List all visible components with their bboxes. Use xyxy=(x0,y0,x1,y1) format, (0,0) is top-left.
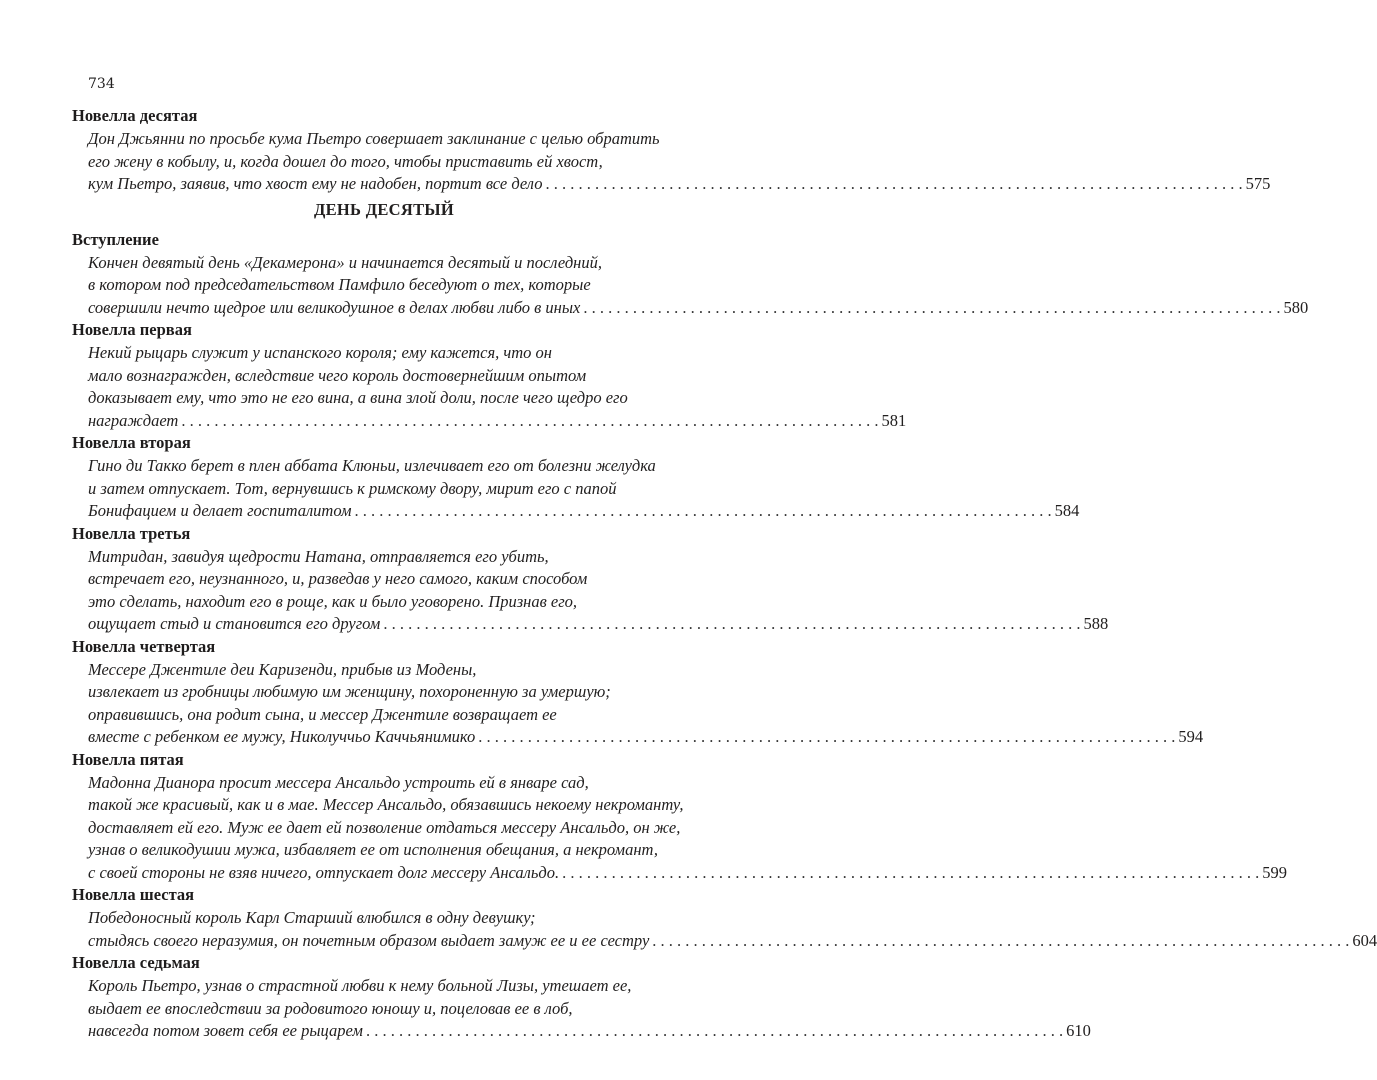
entry-description-line: доказывает ему, что это не его вина, а вина злой доли, после чего щедро его xyxy=(88,388,628,407)
entry-last-line xyxy=(72,1020,1091,1043)
toc-entry xyxy=(72,749,1287,885)
entry-description-line: Мадонна Дианора просит мессера Ансальдо устроить ей в январе сад, xyxy=(88,772,589,792)
entry-title: Новелла шестая xyxy=(72,885,195,904)
entry-description-line: встречает его, неузнанного, и, разведав у него самого, каким способом xyxy=(88,569,588,588)
entry-description-line: выдает ее впоследствии за родовитого юношу и, поцеловав ее в лоб, xyxy=(88,998,573,1018)
entry-page-number: 588 xyxy=(1083,614,1109,633)
entry-description-line: мало вознагражден, вследствие чего король достовернейшим опытом xyxy=(88,365,587,385)
entry-description-line: ощущает стыд и становится его другом xyxy=(88,614,381,633)
entry-last-line xyxy=(72,930,1377,953)
dot-leader: . . . . . . . . . . . . . . . . . . . . . . . . . . . . . . . . . . . . . . . . . . . . . . . . . . . . . . . . . . . . . . . . . . . . . . . . . . . . . . . . . . . . . xyxy=(181,410,879,430)
entry-page-number: 580 xyxy=(1283,297,1309,317)
entry-description-line: кум Пьетро, заявив, что хвост ему не надобен, портит все дело xyxy=(88,174,543,193)
entry-title: Новелла пятая xyxy=(72,749,184,769)
entry-description-line: такой же красивый, как и в мае. Мессер Ансальдо, обязавшись некоему некроманту, xyxy=(88,795,684,814)
toc-section-day-nine-end xyxy=(72,105,1271,196)
entry-description-line: в котором под председательством Памфило беседуют о тех, которые xyxy=(88,275,591,294)
entry-description-line: стыдясь своего неразумия, он почетным образом выдает замуж ее и ее сестру xyxy=(88,930,650,950)
entry-description-line: его жену в кобылу, и, когда дошел до того, чтобы приставить ей хвост, xyxy=(88,151,603,171)
toc-entry xyxy=(72,105,1271,196)
entry-title: Новелла четвертая xyxy=(72,636,216,656)
dot-leader: . . . . . . . . . . . . . . . . . . . . . . . . . . . . . . . . . . . . . . . . . . . . . . . . . . . . . . . . . . . . . . . . . . . . . . . . . . . . . . . . . . . . . xyxy=(354,501,1052,520)
entry-description-line: Гино ди Такко берет в плен аббата Клюньи, излечивает его от болезни желудка xyxy=(88,456,656,475)
entry-last-line xyxy=(72,297,1309,320)
entry-page-number: 584 xyxy=(1054,501,1080,520)
day-heading: ДЕНЬ ДЕСЯТЫЙ xyxy=(313,199,455,219)
entry-last-line xyxy=(72,862,1287,885)
dot-leader: . . . . . . . . . . . . . . . . . . . . . . . . . . . . . . . . . . . . . . . . . . . . . . . . . . . . . . . . . . . . . . . . . . . . . . . . . . . . . . . . . . . . . xyxy=(562,862,1260,882)
entry-description-line: доставляет ей его. Муж ее дает ей позволение отдаться мессеру Ансальдо, он же, xyxy=(88,817,681,837)
dot-leader: . . . . . . . . . . . . . . . . . . . . . . . . . . . . . . . . . . . . . . . . . . . . . . . . . . . . . . . . . . . . . . . . . . . . . . . . . . . . . . . . . . . . . xyxy=(545,174,1243,193)
toc-entry xyxy=(72,523,1109,636)
entry-last-line xyxy=(72,613,1109,636)
entry-description-line: Митридан, завидуя щедрости Натана, отправляется его убить, xyxy=(88,546,549,566)
entry-page-number: 594 xyxy=(1178,727,1204,746)
entry-description-line: это сделать, находит его в роще, как и было уговорено. Признав его, xyxy=(88,591,578,611)
toc-section-day-ten xyxy=(72,229,1377,1043)
toc-entry xyxy=(72,636,1204,749)
entry-description-line: Кончен девятый день «Декамерона» и начинается десятый и последний, xyxy=(88,252,602,272)
entry-last-line xyxy=(72,173,1271,196)
toc-entry xyxy=(72,229,1309,320)
entry-title: Новелла вторая xyxy=(72,433,191,452)
entry-last-line xyxy=(72,410,907,433)
entry-description-line: Дон Джьянни по просьбе кума Пьетро совершает заклинание с целью обратить xyxy=(88,129,660,148)
entry-description-line: Король Пьетро, узнав о страстной любви к нему больной Лизы, утешает ее, xyxy=(88,976,632,995)
entry-description-line: награждает xyxy=(88,410,179,430)
entry-description-line: и затем отпускает. Тот, вернувшись к римскому двору, мирит его с папой xyxy=(88,478,617,498)
entry-description-line: Некий рыцарь служит у испанского короля; ему кажется, что он xyxy=(88,343,552,362)
entry-title: Новелла седьмая xyxy=(72,953,200,972)
entry-description-line: Победоносный король Карл Старший влюбился в одну девушку; xyxy=(88,908,536,927)
entry-description-line: оправившись, она родит сына, и мессер Джентиле возвращает ее xyxy=(88,704,557,724)
entry-page-number: 581 xyxy=(881,410,907,430)
entry-description-line: вместе с ребенком ее мужу, Николуччьо Каччьянимико xyxy=(88,727,476,746)
entry-last-line xyxy=(72,726,1204,749)
dot-leader: . . . . . . . . . . . . . . . . . . . . . . . . . . . . . . . . . . . . . . . . . . . . . . . . . . . . . . . . . . . . . . . . . . . . . . . . . . . . . . . . . . . . . xyxy=(583,297,1281,317)
entry-title: Новелла первая xyxy=(72,320,192,339)
page-number: 734 xyxy=(88,76,115,92)
entry-description-line: узнав о великодушии мужа, избавляет ее от исполнения обещания, а некромант, xyxy=(88,840,658,859)
entry-title: Новелла третья xyxy=(72,523,191,543)
entry-page-number: 599 xyxy=(1262,862,1287,882)
entry-page-number: 610 xyxy=(1066,1021,1091,1040)
entry-page-number: 604 xyxy=(1352,930,1377,950)
dot-leader: . . . . . . . . . . . . . . . . . . . . . . . . . . . . . . . . . . . . . . . . . . . . . . . . . . . . . . . . . . . . . . . . . . . . . . . . . . . . . . . . . . . . . xyxy=(383,614,1081,633)
dot-leader: . . . . . . . . . . . . . . . . . . . . . . . . . . . . . . . . . . . . . . . . . . . . . . . . . . . . . . . . . . . . . . . . . . . . . . . . . . . . . . . . . . . . . xyxy=(652,930,1350,950)
toc-entry xyxy=(72,432,1080,523)
entry-title: Вступление xyxy=(72,229,159,249)
entry-description-line: с своей стороны не взяв ничего, отпускает долг мессеру Ансальдо. xyxy=(88,862,560,882)
dot-leader: . . . . . . . . . . . . . . . . . . . . . . . . . . . . . . . . . . . . . . . . . . . . . . . . . . . . . . . . . . . . . . . . . . . . . . . . . . . . . . . . . . . . . xyxy=(365,1021,1064,1040)
entry-description-line: совершили нечто щедрое или великодушное в делах любви либо в иных xyxy=(88,297,581,317)
entry-page-number: 575 xyxy=(1245,174,1271,193)
entry-description-line: навсегда потом зовет себя ее рыцарем xyxy=(88,1021,363,1040)
dot-leader: . . . . . . . . . . . . . . . . . . . . . . . . . . . . . . . . . . . . . . . . . . . . . . . . . . . . . . . . . . . . . . . . . . . . . . . . . . . . . . . . . . . . . xyxy=(478,727,1176,746)
entry-title: Новелла десятая xyxy=(72,106,198,125)
entry-description-line: извлекает из гробницы любимую им женщину, похороненную за умершую; xyxy=(88,682,611,701)
table-of-contents xyxy=(72,105,1377,1043)
toc-entry xyxy=(72,884,1377,952)
entry-description-line: Бонифацием и делает госпиталитом xyxy=(88,501,352,520)
entry-last-line xyxy=(72,500,1080,523)
entry-description-line: Мессере Джентиле деи Каризенди, прибыв из Модены, xyxy=(88,659,477,679)
toc-entry xyxy=(72,952,1091,1043)
toc-entry xyxy=(72,319,907,432)
